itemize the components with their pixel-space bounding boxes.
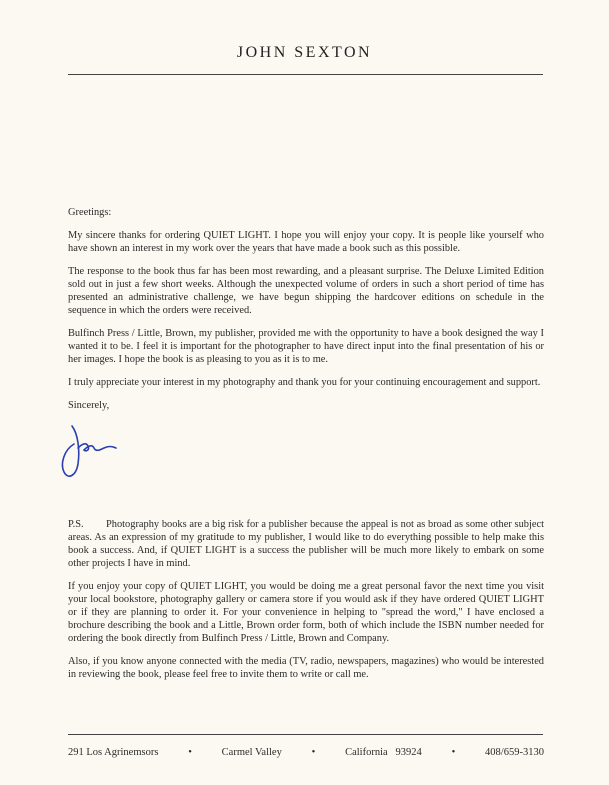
footer-separator: • (188, 747, 192, 758)
postscript-paragraph-media: Also, if you know anyone connected with the media (TV, radio, newspapers, magazines) who would be interested in reviewing the book, please feel free to invite them to write or call me. (68, 656, 544, 680)
closing: Sincerely, (68, 400, 110, 411)
postscript-label: P.S. (68, 519, 84, 530)
paragraph-thanks: My sincere thanks for ordering QUIET LIGHT. I hope you will enjoy your copy. It is people like yourself who have shown an interest in my work over the years that have made a book such as this possible. (68, 230, 544, 254)
footer-rule (68, 734, 543, 735)
letterhead-rule (68, 74, 543, 75)
postscript (68, 518, 544, 691)
footer-phone: 408/659-3130 (485, 747, 544, 758)
postscript-paragraph-risk: P.S. Photography books are a big risk for a publisher because the appeal is not as broad as some other subject areas. As an expression of my gratitude to my publisher, I would like to do everything possible to help make this book a success. And, if QUIET LIGHT is a success the publisher will be much more likely to embark on some other projects I have in mind. (68, 519, 544, 569)
paragraph-appreciation: I truly appreciate your interest in my photography and thank you for your continuing encouragement and support. (68, 377, 541, 388)
greeting: Greetings: (68, 207, 112, 218)
paragraph-publisher: Bulfinch Press / Little, Brown, my publisher, provided me with the opportunity to have a book designed the way I wanted it to be. I feel it is important for the photographer to have direct input into the final presentation of his or her images. I hope the book is as pleasing to you as it is to me. (68, 328, 544, 365)
footer-city: Carmel Valley (221, 747, 282, 758)
letterhead-name: JOHN SEXTON (236, 44, 373, 61)
paragraph-response: The response to the book thus far has been most rewarding, and a pleasant surprise. The Deluxe Limited Edition sold out in just a few short weeks. Although the unexpected volume of orders in such a short period of time has presented an administrative challenge, we have begun shipping the hardcover editions on schedule in the sequence in which the orders were received. (68, 266, 544, 316)
footer-separator: • (311, 747, 316, 758)
letter-body (68, 206, 544, 412)
signature-icon (58, 420, 128, 490)
footer-separator: • (451, 747, 456, 758)
footer-address (68, 747, 544, 758)
footer-state-zip: California 93924 (345, 747, 422, 758)
footer-street: 291 Los Agrinemsors (68, 747, 159, 758)
postscript-paragraph-favor: If you enjoy your copy of QUIET LIGHT, you would be doing me a great personal favor the next time you visit your local bookstore, photography gallery or camera store if you would ask if they have ordered QUIET LIGHT or if they are planning to order it. For your convenience in helping to "spread the word," I have enclosed a brochure describing the book and a Little, Brown order form, both of which include the ISBN number needed for ordering the book directly from Bulfinch Press / Little, Brown and Company. (68, 581, 544, 644)
